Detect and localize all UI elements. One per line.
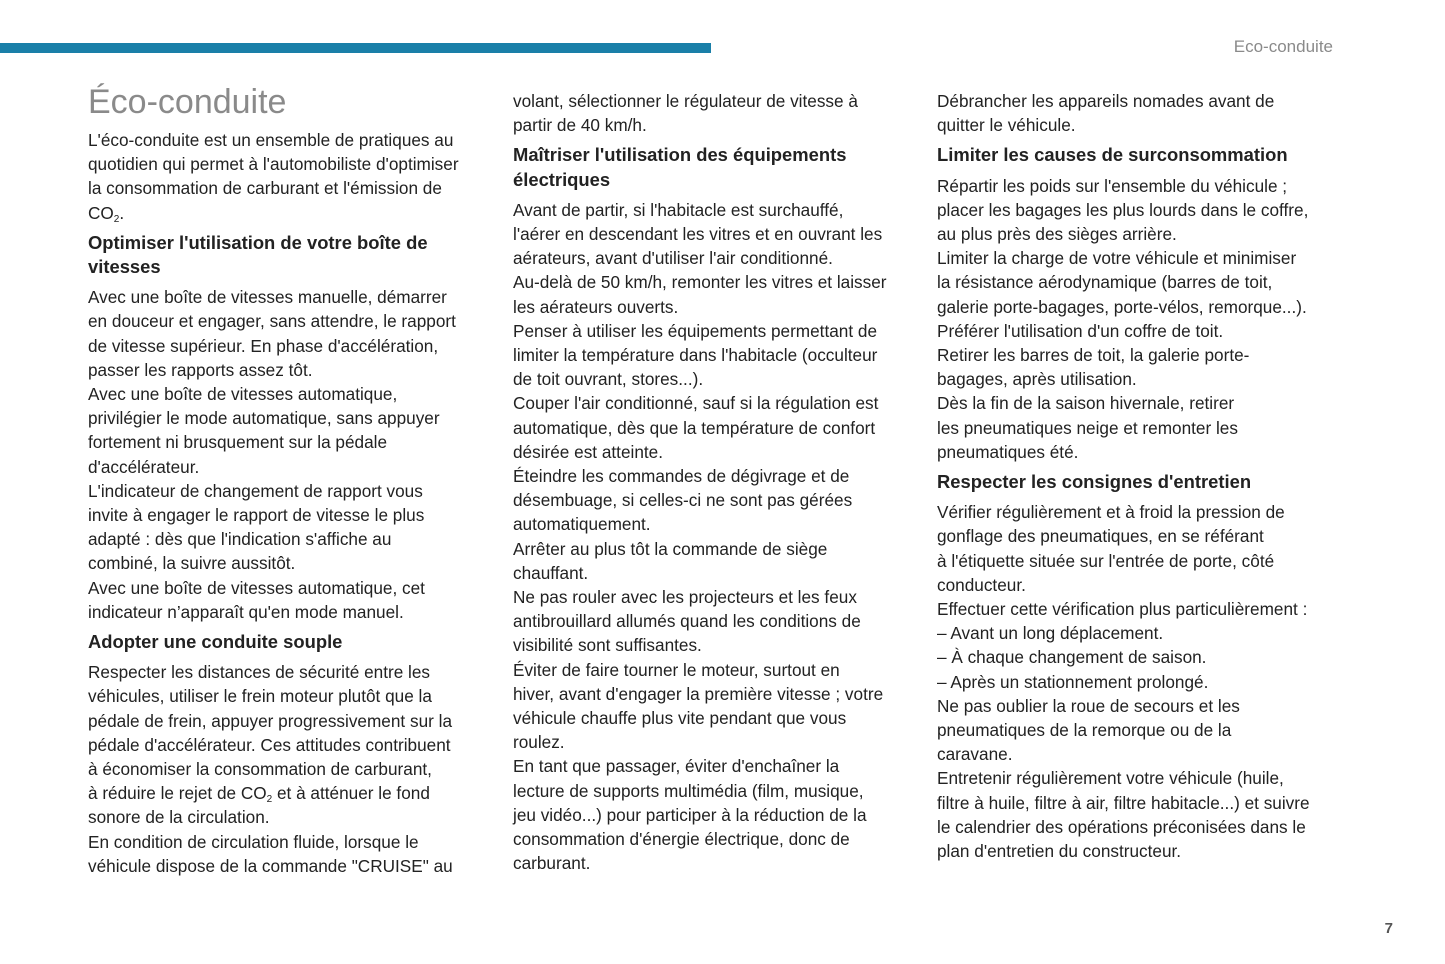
text-line: Penser à utiliser les équipements permettant de <box>513 320 878 341</box>
text-line: En tant que passager, éviter d'enchaîner la <box>513 756 840 777</box>
text-line: gonflage des pneumatiques, en se référant <box>937 526 1264 547</box>
text-line: Avec une boîte de vitesses automatique, <box>88 384 398 405</box>
text-line: Débrancher les appareils nomades avant de <box>937 91 1275 111</box>
text-line: combiné, la suivre aussitôt. <box>88 553 296 574</box>
page-title: Éco-conduite <box>88 83 287 121</box>
text-line: L'indicateur de changement de rapport vous <box>88 480 423 501</box>
text-line: caravane. <box>937 744 1013 765</box>
text-line: véhicule dispose de la commande "CRUISE" au <box>88 855 453 876</box>
text-line: de toit ouvrant, stores...). <box>513 369 704 390</box>
paragraph-smooth-driving <box>88 660 493 781</box>
text-line: pédale de frein, appuyer progressivement sur la <box>88 710 453 731</box>
text-line: les aérateurs ouverts. <box>513 296 679 317</box>
text-line: lecture de supports multimédia (film, musique, <box>513 780 864 801</box>
text-line: Éviter de faire tourner le moteur, surtout en <box>513 659 840 680</box>
heading-overconsumption: Limiter les causes de surconsommation <box>937 144 1288 166</box>
page-number: 7 <box>1384 920 1393 937</box>
text-line: Entretenir régulièrement votre véhicule (huile, <box>937 768 1284 789</box>
text-line: véhicule chauffe plus vite pendant que vous <box>513 708 847 729</box>
text-line: de vitesse supérieur. En phase d'accélération, <box>88 335 439 356</box>
text-line: En condition de circulation fluide, lorsque le <box>88 831 419 852</box>
text-line: Optimiser l'utilisation de votre boîte de <box>88 231 428 253</box>
text-line: – Avant un long déplacement. <box>937 623 1164 644</box>
text-line: pédale d'accélérateur. Ces attitudes contribuent <box>88 734 451 755</box>
text-line: – À chaque changement de saison. <box>937 647 1207 668</box>
text-line: volant, sélectionner le régulateur de vitesse à <box>513 91 858 111</box>
text-line: Avec une boîte de vitesses automatique, cet <box>88 577 425 598</box>
text-line: Dès la fin de la saison hivernale, retirer <box>937 393 1235 414</box>
paragraph-overconsumption <box>937 174 1342 464</box>
text-line: pneumatiques été. <box>937 441 1079 462</box>
co2-subscript: 2 <box>113 213 120 225</box>
paragraph-electrical-equipment <box>513 198 918 876</box>
text-line: quotidien qui permet à l'automobiliste d'optimiser <box>88 154 459 175</box>
text-line: à économiser la consommation de carburant, <box>88 759 432 780</box>
text-line: fortement ni brusquement sur la pédale <box>88 432 388 453</box>
text-line: Retirer les barres de toit, la galerie porte- <box>937 345 1250 366</box>
text-line: Limiter la charge de votre véhicule et minimiser <box>937 248 1297 269</box>
text-line: Avant de partir, si l'habitacle est surchauffé, <box>513 199 844 220</box>
paragraph-smooth-driving-end <box>88 805 493 878</box>
text-line: aérateurs, avant d'utiliser l'air conditionné. <box>513 248 833 269</box>
text-line: à l'étiquette située sur l'entrée de porte, côté <box>937 550 1275 571</box>
text-line: visibilité sont suffisantes. <box>513 635 702 656</box>
text-line: indicateur n’apparaît qu'en mode manuel. <box>88 601 404 622</box>
column-3 <box>937 89 1342 863</box>
text-line: véhicules, utiliser le frein moteur plutôt que la <box>88 686 432 707</box>
text-line: les pneumatiques neige et remonter les <box>937 417 1238 438</box>
text-line: bagages, après utilisation. <box>937 369 1137 390</box>
heading-electrical-equipment <box>513 143 918 191</box>
co2-post: et à atténuer le fond <box>272 783 430 804</box>
text-line: partir de 40 km/h. <box>513 115 647 136</box>
co2-subscript-2: 2 <box>266 794 273 806</box>
paragraph-cruise-continued <box>513 89 918 137</box>
text-line: la résistance aérodynamique (barres de toit, <box>937 272 1273 293</box>
text-line: galerie porte-bagages, porte-vélos, remorque...). <box>937 296 1307 317</box>
paragraph-maintenance <box>937 500 1342 863</box>
text-line: conducteur. <box>937 574 1026 595</box>
text-line: Préférer l'utilisation d'un coffre de toit. <box>937 320 1224 341</box>
heading-smooth-driving: Adopter une conduite souple <box>88 631 343 653</box>
text-line: invite à engager le rapport de vitesse le plus <box>88 505 425 526</box>
text-line: filtre à huile, filtre à air, filtre habitacle...) et suivre <box>937 792 1310 813</box>
intro-paragraph <box>88 128 493 201</box>
text-line: vitesses <box>88 256 161 278</box>
column-2 <box>513 89 918 876</box>
text-line: d'accélérateur. <box>88 456 200 477</box>
text-line: sonore de la circulation. <box>88 807 270 828</box>
text-line: carburant. <box>513 853 591 874</box>
text-line: privilégier le mode automatique, sans appuyer <box>88 408 440 429</box>
text-line: Au-delà de 50 km/h, remonter les vitres et laisser <box>513 272 887 293</box>
text-line: limiter la température dans l'habitacle (occulteur <box>513 345 878 366</box>
text-line: adapté : dès que l'indication s'affiche au <box>88 529 392 550</box>
header-accent-bar <box>0 43 711 53</box>
text-line: roulez. <box>513 732 565 753</box>
text-line: Respecter les distances de sécurité entre les <box>88 662 431 683</box>
heading-maintenance: Respecter les consignes d'entretien <box>937 471 1252 493</box>
text-line: en douceur et engager, sans attendre, le rapport <box>88 311 456 332</box>
text-line: antibrouillard allumés quand les conditions de <box>513 611 861 632</box>
text-line: Couper l'air conditionné, sauf si la régulation est <box>513 393 879 414</box>
text-line: chauffant. <box>513 562 589 583</box>
co2-text: CO <box>88 202 114 223</box>
column-1 <box>88 82 493 878</box>
intro-co2-line <box>88 201 493 225</box>
text-line: passer les rapports assez tôt. <box>88 359 313 380</box>
text-line: plan d'entretien du constructeur. <box>937 841 1182 862</box>
text-line: consommation d'énergie électrique, donc de <box>513 829 850 850</box>
text-line: Éteindre les commandes de dégivrage et de <box>513 466 850 487</box>
text-line: hiver, avant d'engager la première vitesse ; votre <box>513 683 884 704</box>
heading-gearbox <box>88 231 493 279</box>
text-line: – Après un stationnement prolongé. <box>937 671 1209 692</box>
intro-end: . <box>119 202 125 223</box>
text-line: le calendrier des opérations préconisées dans le <box>937 816 1306 837</box>
text-line: désirée est atteinte. <box>513 441 664 462</box>
co2-emission-line <box>88 781 493 805</box>
text-line: Effectuer cette vérification plus particulièrement : <box>937 599 1308 620</box>
text-line: Ne pas oublier la roue de secours et les <box>937 695 1240 716</box>
text-line: au plus près des sièges arrière. <box>937 224 1177 245</box>
text-line: Avec une boîte de vitesses manuelle, démarrer <box>88 287 447 308</box>
paragraph-gearbox <box>88 285 493 624</box>
text-line: Répartir les poids sur l'ensemble du véhicule ; <box>937 175 1288 196</box>
text-line: jeu vidéo...) pour participer à la réduction de la <box>513 804 867 825</box>
text-line: automatique, dès que la température de confort <box>513 417 876 438</box>
text-line: Ne pas rouler avec les projecteurs et les feux <box>513 587 857 608</box>
text-line: L'éco-conduite est un ensemble de pratiques au <box>88 130 454 150</box>
text-line: désembuage, si celles-ci ne sont pas gérées <box>513 490 853 511</box>
text-line: Vérifier régulièrement et à froid la pression de <box>937 502 1285 523</box>
text-line: automatiquement. <box>513 514 651 535</box>
text-line: quitter le véhicule. <box>937 115 1076 136</box>
text-line: l'aérer en descendant les vitres et en ouvrant les <box>513 224 883 245</box>
running-header-title: Eco-conduite <box>1233 37 1333 56</box>
co2-pre: à réduire le rejet de CO <box>88 783 267 804</box>
paragraph-nomad-devices <box>937 89 1342 137</box>
text-line: Maîtriser l'utilisation des équipements <box>513 144 847 166</box>
text-line: la consommation de carburant et l'émission de <box>88 178 442 199</box>
text-line: électriques <box>513 168 611 190</box>
text-line: Arrêter au plus tôt la commande de siège <box>513 538 828 559</box>
text-line: placer les bagages les plus lourds dans le coffre, <box>937 199 1309 220</box>
text-line: pneumatiques de la remorque ou de la <box>937 720 1232 741</box>
